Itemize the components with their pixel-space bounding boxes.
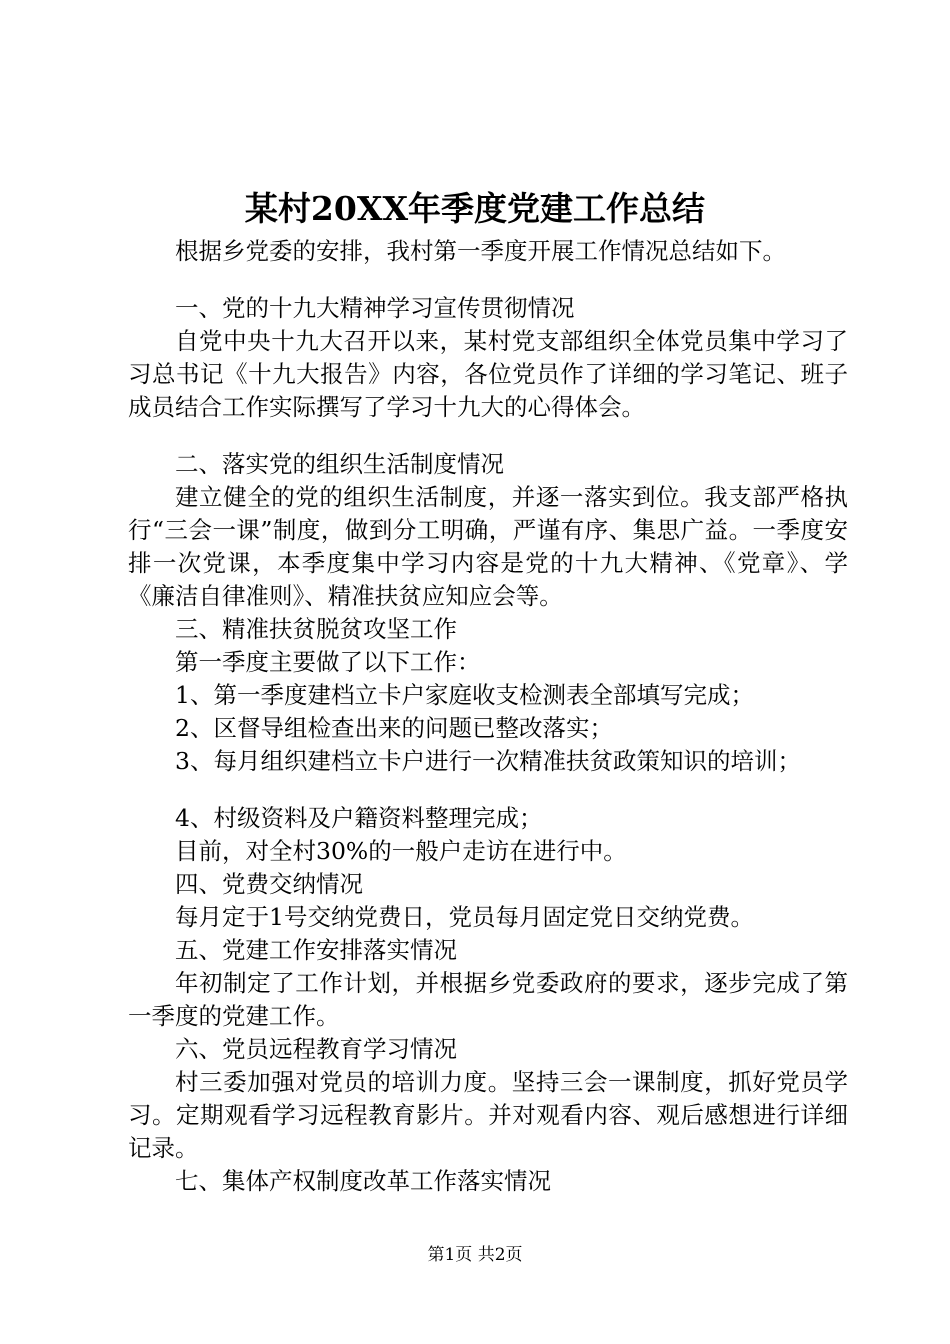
- section-heading-3: 三、精准扶贫脱贫攻坚工作: [175, 615, 457, 643]
- intro-paragraph: 根据乡党委的安排，我村第一季度开展工作情况总结如下。: [175, 237, 786, 265]
- section-heading-1: 一、党的十九大精神学习宣传贯彻情况: [175, 294, 575, 322]
- list-item: 3、每月组织建档立卡户进行一次精准扶贫政策知识的培训；: [175, 747, 801, 775]
- section-heading-2: 二、落实党的组织生活制度情况: [175, 450, 504, 478]
- body-paragraph: 每月定于1号交纳党费日，党员每月固定党日交纳党费。: [175, 903, 754, 931]
- document-body: [128, 235, 848, 1198]
- body-paragraph: 年初制定了工作计划，并根据乡党委政府的要求，逐步完成了第一季度的党建工作。: [128, 969, 848, 1030]
- list-item: 1、第一季度建档立卡户家庭收支检测表全部填写完成；: [175, 681, 754, 709]
- body-paragraph: 自党中央十九大召开以来，某村党支部组织全体党员集中学习了习总书记《十九大报告》内容，各位党员作了详细的学习笔记、班子成员结合工作实际撰写了学习十九大的心得体会。: [128, 327, 848, 421]
- body-paragraph: 第一季度主要做了以下工作：: [175, 648, 481, 676]
- document-title: 某村20XX年季度党建工作总结: [244, 189, 706, 228]
- section-heading-5: 五、党建工作安排落实情况: [175, 936, 457, 964]
- body-paragraph: 村三委加强对党员的培训力度。坚持三会一课制度，抓好党员学习。定期观看学习远程教育影片。并对观看内容、观后感想进行详细记录。: [128, 1068, 848, 1162]
- section-heading-6: 六、党员远程教育学习情况: [175, 1035, 457, 1063]
- list-item: 4、村级资料及户籍资料整理完成；: [175, 804, 543, 832]
- page-footer: 第1页 共2页: [427, 1245, 523, 1265]
- list-item: 2、区督导组检查出来的问题已整改落实；: [175, 714, 613, 742]
- body-paragraph: 目前，对全村30%的一般户走访在进行中。: [175, 837, 627, 865]
- section-heading-4: 四、党费交纳情况: [175, 870, 363, 898]
- body-paragraph: 建立健全的党的组织生活制度，并逐一落实到位。我支部严格执行“三会一课”制度，做到分工明确，严谨有序、集思广益。一季度安排一次党课，本季度集中学习内容是党的十九大精神、《党章》、学《廉洁自律准则》、精准扶贫应知应会等。: [128, 483, 848, 610]
- section-heading-7: 七、集体产权制度改革工作落实情况: [175, 1167, 551, 1195]
